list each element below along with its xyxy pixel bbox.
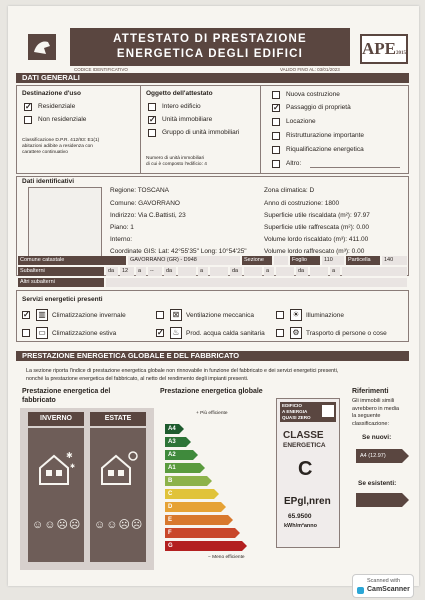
locazione-label: Locazione (286, 118, 316, 125)
class-bar-a1 (165, 463, 200, 473)
estate-faces-icon: ☺☺☹☹ (94, 519, 144, 531)
illuminazione-checkbox[interactable] (276, 311, 284, 319)
piano: Piano: 1 (110, 224, 134, 231)
subalterni-val-6 (276, 267, 294, 276)
prestazione-bar: PRESTAZIONE ENERGETICA GLOBALE E DEL FABBRICATO (16, 351, 409, 361)
riferimenti-title: Riferimenti (352, 388, 389, 395)
riferimenti-line3: la seguente (352, 413, 381, 419)
class-bar-label: G (168, 543, 173, 549)
acqua-calda-checkbox[interactable]: ✓ (157, 328, 164, 337)
scanner-line1: Scanned with (367, 578, 401, 584)
regione-toscana-logo (28, 34, 56, 60)
subalterni-a-2: a (198, 267, 208, 276)
class-bar-label: A2 (168, 452, 176, 458)
se-esistenti-tag (356, 493, 402, 507)
foglio-value: 110 (322, 256, 344, 265)
numero-unita-line1: Numero di unità immobiliari (146, 156, 205, 161)
ep-label: EPgl,nren (284, 496, 331, 507)
classe-label: CLASSE (283, 430, 324, 441)
foglio-label: Foglio (290, 256, 320, 265)
subalterni-val-1: 12 (120, 267, 134, 276)
residenziale-checkbox[interactable]: ✓ (25, 102, 32, 111)
climatizzazione-invernale-checkbox[interactable]: ✓ (23, 310, 30, 319)
classe-value: C (298, 458, 313, 480)
residenziale-label: Residenziale (38, 103, 76, 110)
subalterni-val-4 (210, 267, 228, 276)
subalterni-a-3: a (264, 267, 274, 276)
ristrutturazione-label: Ristrutturazione importante (286, 132, 365, 139)
globale-title: Prestazione energetica globale (160, 388, 263, 395)
acqua-calda-label: Prod. acqua calda sanitaria (186, 330, 265, 337)
locazione-checkbox[interactable] (272, 118, 280, 126)
house-summer-icon (98, 448, 140, 488)
superficie-riscaldata: Superficie utile riscaldata (m²): 97.97 (264, 212, 370, 219)
camscanner-badge (352, 574, 414, 598)
radiator-icon: ▥ (36, 309, 48, 321)
illuminazione-label: Illuminazione (306, 312, 344, 319)
estate-header: ESTATE (90, 412, 146, 426)
title-line-1: ATTESTATO DI PRESTAZIONE (113, 33, 307, 45)
subalterni-a-1: a (136, 267, 146, 276)
volume-riscaldato: Volume lordo riscaldato (m³): 411.00 (264, 236, 369, 243)
trasporto-checkbox[interactable] (276, 329, 284, 337)
class-bar-label: F (168, 530, 172, 536)
piu-efficiente-label: + Più efficiente (196, 411, 228, 416)
riferimenti-text (352, 398, 399, 428)
unita-immobiliare-label: Unità immobiliare (162, 116, 213, 123)
energetica-label: ENERGETICA (283, 442, 326, 449)
altro-checkbox[interactable] (272, 160, 280, 168)
prestazione-para-2: nonché la prestazione energetica del fabbricato, al netto del rendimento degli impianti presenti. (26, 375, 249, 382)
indirizzo: Indirizzo: Via C.Battisti, 23 (110, 212, 186, 219)
riqualificazione-label: Riqualificazione energetica (286, 146, 364, 153)
class-bar-e (165, 515, 228, 525)
ventilazione-label: Ventilazione meccanica (186, 312, 254, 319)
servizi-title: Servizi energetici presenti (22, 296, 103, 303)
house-winter-icon (36, 448, 76, 488)
altro-label: Altro: (286, 160, 302, 167)
subalterni-label: Subalterni (18, 267, 104, 276)
document-title (70, 28, 350, 66)
subalterni-val-7 (310, 267, 328, 276)
riqualificazione-checkbox[interactable] (272, 146, 280, 154)
title-line-2: ENERGETICA DEGLI EDIFICI (116, 48, 304, 60)
non-residenziale-label: Non residenziale (38, 116, 87, 123)
intero-edificio-checkbox[interactable] (148, 103, 156, 111)
prestazione-para-1: La sezione riporta l'indice di prestazione energetica globale non rinnovabile in funzione del fabbricato e dei servizi energetici presenti, (26, 368, 339, 374)
meno-efficiente-text: Meno efficiente (212, 555, 245, 560)
subalterni-val-5 (244, 267, 262, 276)
fabbricato-title-line2: fabbricato (22, 396, 56, 404)
camscanner-icon (357, 587, 364, 594)
climatizzazione-estiva-checkbox[interactable] (22, 329, 30, 337)
se-esistenti-label: Se esistenti: (358, 480, 397, 487)
inverno-header: INVERNO (28, 412, 84, 426)
subalterni-da-1: da (106, 267, 118, 276)
ep-unit: kWh/m²anno (284, 523, 317, 529)
class-bar-label: D (168, 504, 173, 510)
light-bulb-icon: ☀ (290, 309, 302, 321)
intero-edificio-label: Intero edificio (162, 103, 201, 110)
class-bar-label: A3 (168, 439, 176, 445)
nzeb-line3: QUASI ZERO (282, 415, 311, 420)
se-nuovi-tag: A4 (12.97) (356, 449, 402, 463)
passaggio-proprieta-checkbox[interactable]: ✓ (273, 103, 280, 112)
oggetto-title: Oggetto dell'attestato (146, 90, 213, 97)
fabbricato-title-line1: Prestazione energetica del (22, 388, 111, 395)
elevator-icon: ⚙ (290, 327, 302, 339)
trasporto-label: Trasporto di persone o cose (306, 330, 387, 337)
volume-raffrescato: Volume lordo raffrescato (m³): 0.00 (264, 248, 365, 255)
altri-subalterni-value (106, 278, 407, 287)
particella-label: Particella (346, 256, 380, 265)
dati-generali-bar: DATI GENERALI (16, 73, 409, 83)
subalterni-val-3 (178, 267, 196, 276)
catasto-row-subalterni (18, 267, 407, 276)
class-bar-d (165, 502, 221, 512)
fabbricato-title (22, 388, 110, 405)
unita-immobiliare-checkbox[interactable]: ✓ (149, 115, 156, 124)
altri-subalterni-label: Altri subalterni (18, 278, 104, 287)
codice-identificativo: CODICE IDENTIFICATIVO (74, 67, 128, 72)
class-bar-label: A4 (168, 426, 176, 432)
nzeb-line2: A ENERGIA (282, 409, 308, 414)
comune-catastale-label: Comune catastale (18, 256, 126, 265)
svg-text:✱: ✱ (70, 464, 76, 470)
nuova-costruzione-label: Nuova costruzione (286, 91, 340, 98)
se-nuovi-label: Se nuovi: (362, 434, 392, 441)
hot-water-tap-icon: ♨ (170, 327, 182, 339)
sezione-label: Sezione (242, 256, 272, 265)
riferimenti-line2: avrebbero in media (352, 405, 400, 412)
class-bar-b (165, 476, 207, 486)
subalterni-da-2: da (164, 267, 176, 276)
subalterni-val-8 (342, 267, 407, 276)
prestazione-description (26, 368, 416, 383)
scanner-line2: CamScanner (367, 586, 410, 593)
classificazione-line2: abitazioni adibite a residenza con (22, 144, 93, 149)
inverno-faces-icon: ☺☺☹☹ (32, 519, 82, 531)
air-conditioner-icon: ▭ (36, 327, 48, 339)
building-photo (28, 187, 102, 260)
comune-catastale-value: GAVORRANO (GR) - D948 (128, 256, 240, 265)
riferimenti-line1: Gli immobili simili (352, 398, 395, 404)
coordinate-gis: Coordinate GIS: Lat: 42°55'35" Long: 10°54'25" (110, 248, 247, 255)
class-bar-label: E (168, 517, 173, 523)
subalterni-da-4: da (296, 267, 308, 276)
classificazione: Classificazione D.P.R. 412/93: E1(1) (22, 138, 100, 143)
regione: Regione: TOSCANA (110, 187, 170, 194)
nzeb-line1: EDIFICIO (282, 403, 302, 408)
class-bar-f (165, 528, 235, 538)
nuova-costruzione-checkbox[interactable] (272, 91, 280, 99)
subalterni-val-2: -- (148, 267, 162, 276)
meno-efficiente-label: − Meno efficiente (208, 555, 245, 560)
climatizzazione-estiva-label: Climatizzazione estiva (52, 330, 117, 337)
piu-efficiente-text: Più efficiente (200, 411, 228, 416)
destinazione-title: Destinazione d'uso (22, 90, 81, 97)
nzeb-checkbox[interactable] (322, 405, 334, 417)
superficie-raffrescata: Superficie utile raffrescata (m²): 0.00 (264, 224, 370, 231)
dati-identificativi-title: Dati identificativi (22, 178, 75, 185)
class-bar-a2 (165, 450, 193, 460)
ep-value: 65.9500 (288, 513, 312, 520)
comune: Comune: GAVORRANO (110, 200, 180, 207)
non-residenziale-checkbox[interactable] (24, 116, 32, 124)
passaggio-proprieta-label: Passaggio di proprietà (286, 104, 351, 111)
riferimenti-line4: classificazione: (352, 420, 389, 427)
sezione-value (274, 256, 288, 265)
particella-value: 140 (382, 256, 407, 265)
class-bar-g (165, 541, 242, 551)
catasto-row-altri (18, 278, 407, 287)
class-bar-a4 (165, 424, 179, 434)
numero-unita-line2: di cui è composto l'edificio: 4 (146, 162, 207, 167)
catasto-row-comune (18, 256, 407, 265)
class-bar-c (165, 489, 214, 499)
interno: Interno: (110, 236, 133, 243)
class-bar-a3 (165, 437, 186, 447)
class-bar-label: C (168, 491, 173, 497)
anno-costruzione: Anno di costruzione: 1800 (264, 200, 340, 207)
subalterni-da-3: da (230, 267, 242, 276)
ventilazione-checkbox[interactable] (156, 311, 164, 319)
document-page (8, 6, 419, 586)
ristrutturazione-checkbox[interactable] (272, 132, 280, 140)
class-bar-label: A1 (168, 465, 176, 471)
zona-climatica: Zona climatica: D (264, 187, 315, 194)
svg-text:✱: ✱ (66, 451, 73, 460)
class-bar-label: B (168, 478, 173, 484)
gruppo-unita-checkbox[interactable] (148, 129, 156, 137)
subalterni-a-4: a (330, 267, 340, 276)
valido-fino-al: VALIDO FINO AL: 03/01/2023 (280, 67, 340, 72)
ape-logo: APE2015 (360, 34, 408, 64)
gruppo-unita-label: Gruppo di unità immobiliari (162, 129, 240, 136)
ventilation-icon: ⊠ (170, 309, 182, 321)
climatizzazione-invernale-label: Climatizzazione invernale (52, 312, 126, 319)
classificazione-line3: carattere continuativo (22, 150, 68, 155)
